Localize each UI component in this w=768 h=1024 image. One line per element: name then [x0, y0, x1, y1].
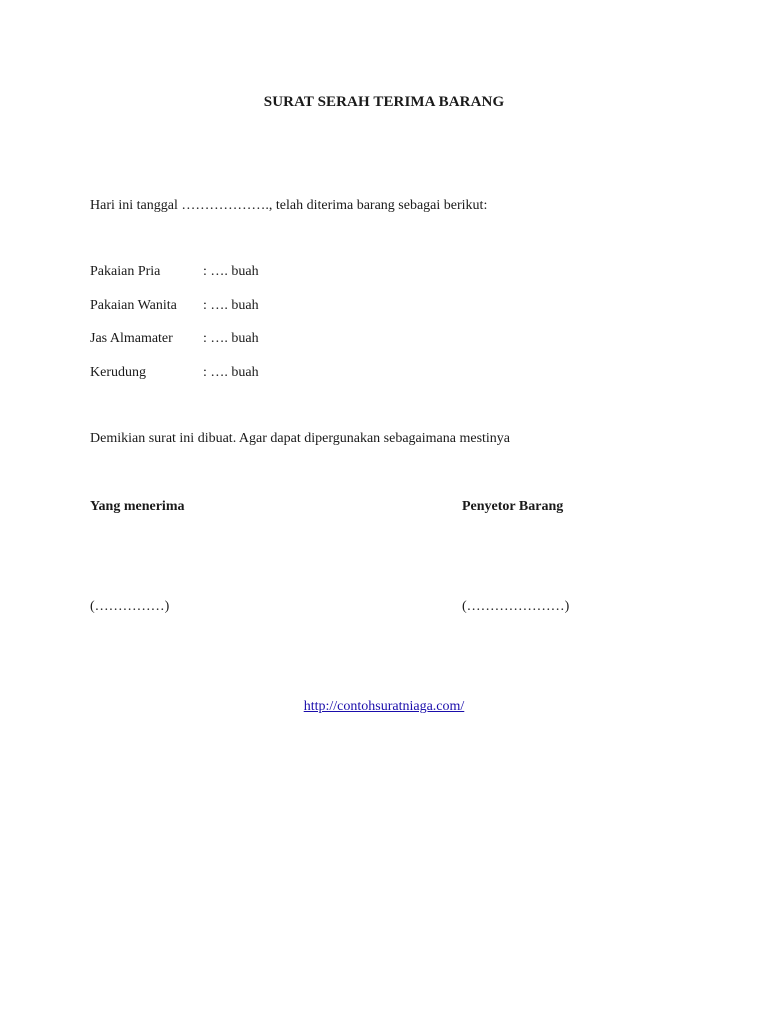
- receiver-signature-blank: (……………): [90, 599, 170, 614]
- closing-paragraph: Demikian surat ini dibuat. Agar dapat dipergunakan sebagaimana mestinya: [90, 431, 511, 446]
- intro-paragraph: Hari ini tanggal ………………., telah diterima barang sebagai berikut:: [90, 198, 488, 213]
- document-title: SURAT SERAH TERIMA BARANG: [263, 94, 505, 110]
- item-quantity: : …. buah: [203, 331, 259, 346]
- item-label: Jas Almamater: [90, 331, 173, 346]
- item-label: Pakaian Pria: [90, 264, 161, 279]
- item-quantity: : …. buah: [203, 264, 259, 279]
- item-label: Kerudung: [90, 364, 146, 380]
- website-link[interactable]: http://contohsuratniaga.com/: [303, 699, 465, 714]
- item-quantity: : …. buah: [203, 364, 259, 380]
- sender-label: Penyetor Barang: [462, 499, 564, 514]
- receiver-label: Yang menerima: [90, 499, 185, 514]
- item-quantity: : …. buah: [203, 297, 259, 313]
- footer-link-container: [0, 699, 768, 715]
- sender-signature-blank: (…………………): [462, 599, 570, 614]
- item-label: Pakaian Wanita: [90, 297, 177, 313]
